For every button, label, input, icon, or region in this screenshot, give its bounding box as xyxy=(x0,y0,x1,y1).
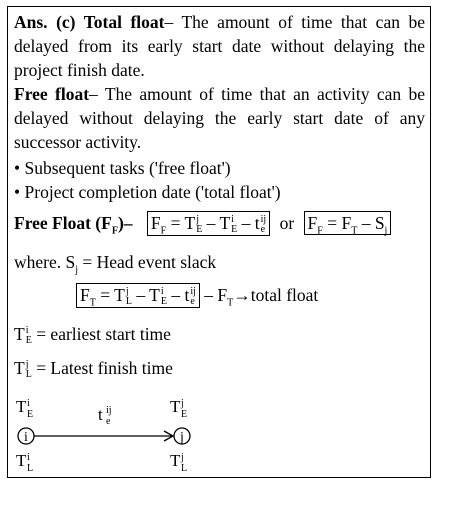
formula-ff-box-1: $F_F = T$ j E – T i E – t ij e xyxy=(147,211,270,236)
answer-box xyxy=(7,6,431,478)
free-line-3: successor activity. xyxy=(14,132,142,152)
free-label: Free float xyxy=(14,84,90,104)
svg-text:j: j xyxy=(181,398,184,409)
def-latest-finish: T j L = Latest finish time xyxy=(14,358,173,380)
ft-suffix: – $F_T\to total$ float xyxy=(204,285,319,309)
ans-line-1 xyxy=(14,10,425,34)
formula-ff-box-2: $F_F = F_T - S_j$ xyxy=(304,211,392,235)
bullet-text: Project completion date ('total float') xyxy=(24,182,281,202)
svg-text:i: i xyxy=(24,430,28,445)
ans-line-2: delayed from its early start date without delaying the xyxy=(14,36,425,56)
node-i-bottom-label: T xyxy=(16,451,27,470)
svg-text:ij: ij xyxy=(106,405,112,416)
where-line: where. $S_j$ = Head event slack xyxy=(14,252,217,276)
svg-text:i: i xyxy=(27,452,30,463)
bullet-item: • Project completion date ('total float') xyxy=(14,182,281,202)
svg-text:j: j xyxy=(180,430,184,445)
svg-text:E: E xyxy=(181,409,188,420)
ans-dash: – xyxy=(164,12,174,32)
formula-ft-box: $F_T = T$ j L – T i E – t ij e xyxy=(76,283,200,308)
total-float-formula-row xyxy=(76,283,425,308)
ans-line-3: project finish date. xyxy=(14,60,145,80)
bullet-item: • Subsequent tasks ('free float') xyxy=(14,158,231,178)
node-i-top-label: T xyxy=(16,397,27,416)
free-float-formula-row xyxy=(14,211,425,236)
svg-text:e: e xyxy=(106,416,111,427)
node-j-top-label: T xyxy=(170,397,181,416)
svg-text:i: i xyxy=(27,398,30,409)
node-j-bottom-label: T xyxy=(170,451,181,470)
ans-line1-text: The amount of time that can be xyxy=(173,12,425,32)
ans-label: Ans. (c) Total float xyxy=(14,12,165,32)
def-earliest-start: T i E = earliest start time xyxy=(14,324,171,346)
ff-label: Free Float $(F_F)-$ xyxy=(14,213,133,237)
formula-or: or xyxy=(279,213,295,233)
activity-diagram xyxy=(14,392,204,474)
arrow-label: t xyxy=(98,405,103,424)
free-line-2: delayed without delaying the early start date of any xyxy=(14,108,425,128)
svg-text:L: L xyxy=(27,463,34,474)
svg-text:L: L xyxy=(181,463,188,474)
svg-text:j: j xyxy=(181,452,184,463)
free-line-1 xyxy=(14,82,425,106)
free-line1-text: – The amount of time that an activity can be xyxy=(89,84,425,104)
bullet-text: Subsequent tasks ('free float') xyxy=(24,158,231,178)
svg-text:E: E xyxy=(27,409,34,420)
